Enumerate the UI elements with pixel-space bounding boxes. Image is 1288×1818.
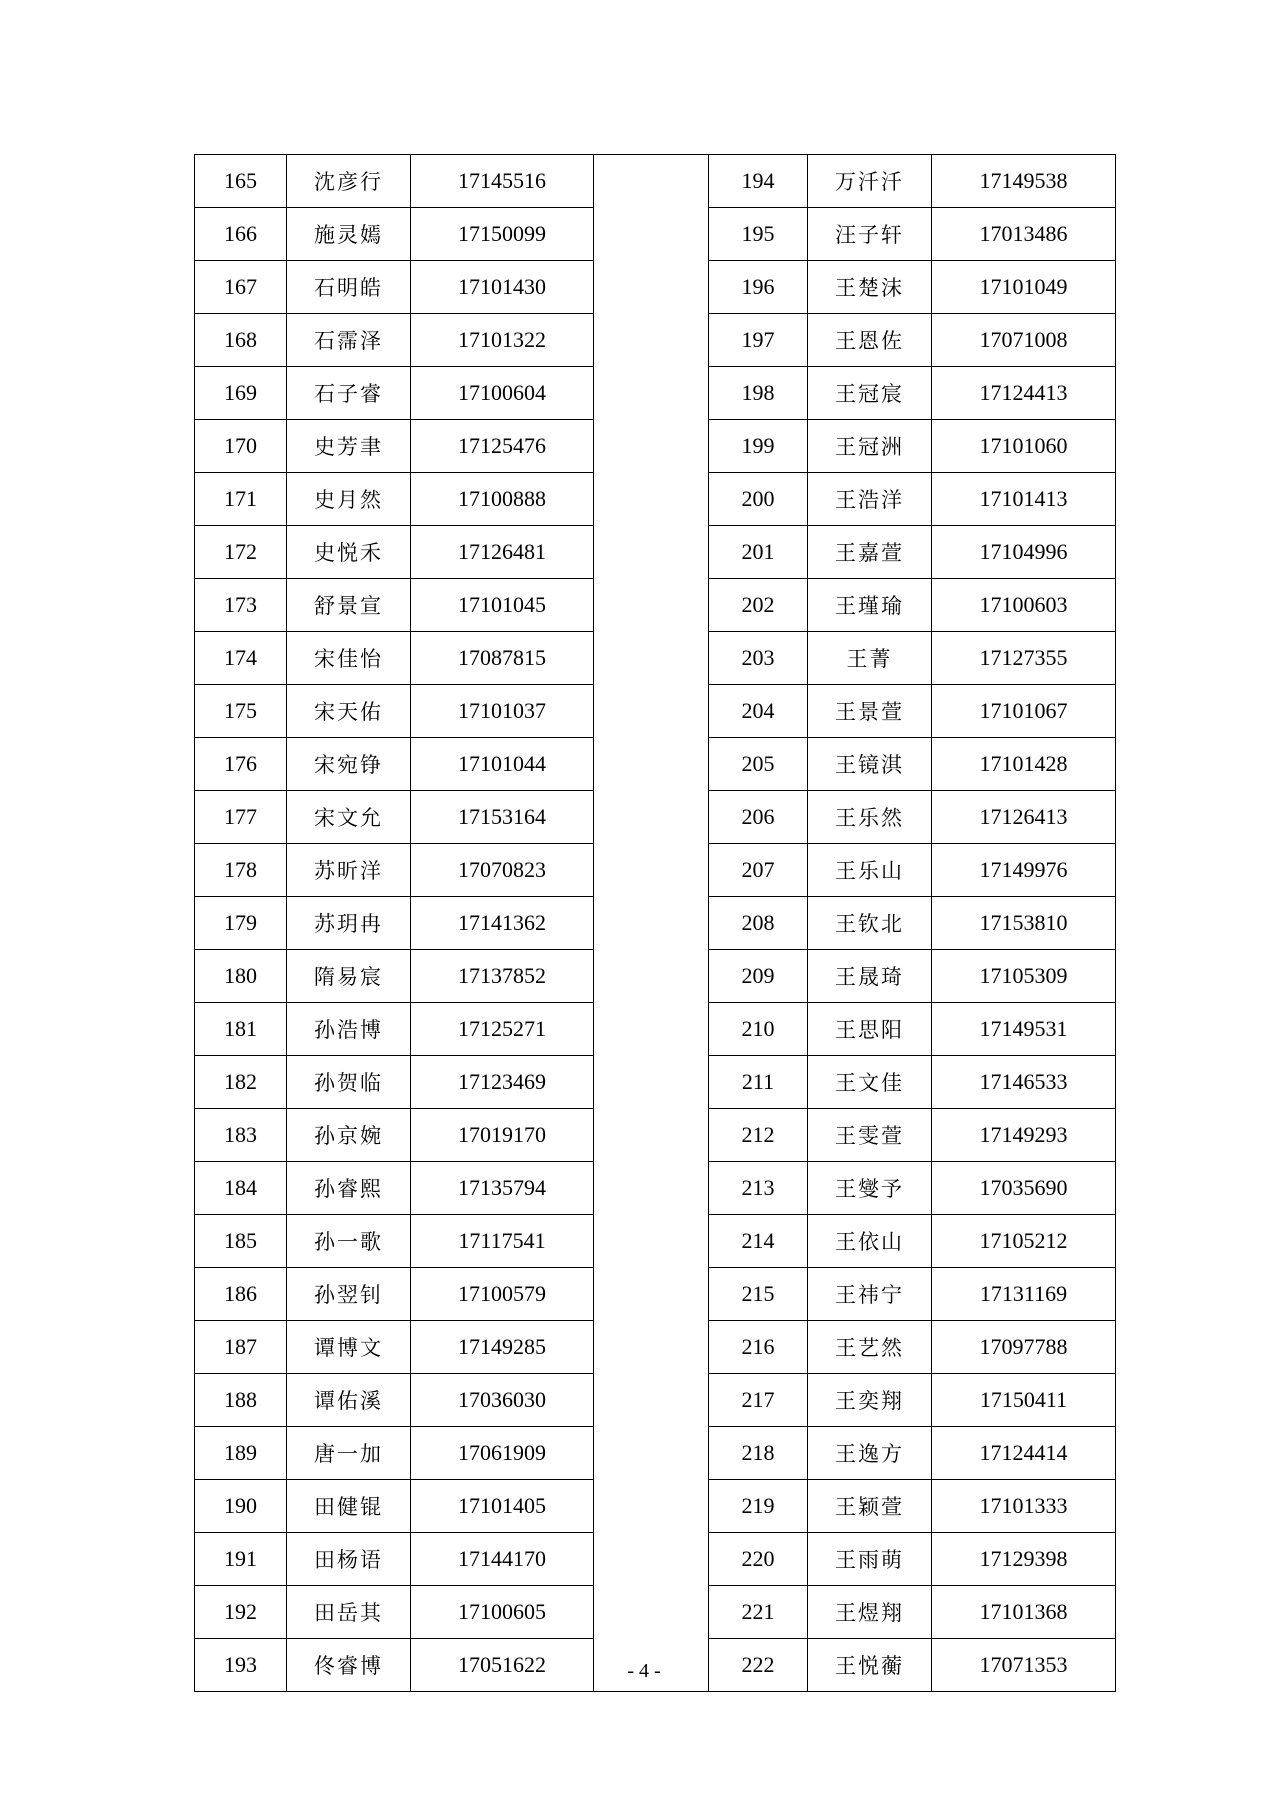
right-serial-cell: 206 bbox=[709, 791, 808, 844]
right-name-cell: 王逸方 bbox=[808, 1427, 932, 1480]
right-serial-cell: 220 bbox=[709, 1533, 808, 1586]
left-id-cell: 17019170 bbox=[411, 1109, 594, 1162]
right-id-cell: 17124414 bbox=[932, 1427, 1116, 1480]
left-id-cell: 17100604 bbox=[411, 367, 594, 420]
left-name-cell: 孙浩博 bbox=[287, 1003, 411, 1056]
left-name-cell: 孙睿熙 bbox=[287, 1162, 411, 1215]
left-serial-cell: 169 bbox=[195, 367, 287, 420]
left-id-cell: 17101405 bbox=[411, 1480, 594, 1533]
right-id-cell: 17101428 bbox=[932, 738, 1116, 791]
right-name-cell: 王思阳 bbox=[808, 1003, 932, 1056]
left-id-cell: 17101045 bbox=[411, 579, 594, 632]
right-id-cell: 17126413 bbox=[932, 791, 1116, 844]
left-id-cell: 17101037 bbox=[411, 685, 594, 738]
left-name-cell: 谭博文 bbox=[287, 1321, 411, 1374]
table-body bbox=[195, 155, 1116, 1692]
right-serial-cell: 201 bbox=[709, 526, 808, 579]
left-id-cell: 17036030 bbox=[411, 1374, 594, 1427]
left-serial-cell: 172 bbox=[195, 526, 287, 579]
right-name-cell: 王乐然 bbox=[808, 791, 932, 844]
left-serial-cell: 191 bbox=[195, 1533, 287, 1586]
right-id-cell: 17149538 bbox=[932, 155, 1116, 208]
left-name-cell: 史芳聿 bbox=[287, 420, 411, 473]
right-serial-cell: 218 bbox=[709, 1427, 808, 1480]
left-serial-cell: 167 bbox=[195, 261, 287, 314]
right-name-cell: 王雨萌 bbox=[808, 1533, 932, 1586]
student-list-table bbox=[194, 154, 1116, 1692]
right-id-cell: 17124413 bbox=[932, 367, 1116, 420]
left-serial-cell: 180 bbox=[195, 950, 287, 1003]
right-name-cell: 王镜淇 bbox=[808, 738, 932, 791]
left-serial-cell: 176 bbox=[195, 738, 287, 791]
right-name-cell: 王悦蘅 bbox=[808, 1639, 932, 1692]
left-serial-cell: 175 bbox=[195, 685, 287, 738]
left-name-cell: 田健锟 bbox=[287, 1480, 411, 1533]
right-id-cell: 17101333 bbox=[932, 1480, 1116, 1533]
right-name-cell: 万汘汘 bbox=[808, 155, 932, 208]
right-id-cell: 17149531 bbox=[932, 1003, 1116, 1056]
right-id-cell: 17101368 bbox=[932, 1586, 1116, 1639]
right-id-cell: 17071353 bbox=[932, 1639, 1116, 1692]
right-serial-cell: 215 bbox=[709, 1268, 808, 1321]
right-name-cell: 王冠洲 bbox=[808, 420, 932, 473]
left-id-cell: 17126481 bbox=[411, 526, 594, 579]
right-id-cell: 17127355 bbox=[932, 632, 1116, 685]
left-serial-cell: 187 bbox=[195, 1321, 287, 1374]
left-serial-cell: 181 bbox=[195, 1003, 287, 1056]
left-serial-cell: 189 bbox=[195, 1427, 287, 1480]
left-name-cell: 田岳其 bbox=[287, 1586, 411, 1639]
left-id-cell: 17144170 bbox=[411, 1533, 594, 1586]
right-serial-cell: 221 bbox=[709, 1586, 808, 1639]
left-serial-cell: 193 bbox=[195, 1639, 287, 1692]
right-name-cell: 王嘉萱 bbox=[808, 526, 932, 579]
left-name-cell: 苏昕洋 bbox=[287, 844, 411, 897]
left-id-cell: 17150099 bbox=[411, 208, 594, 261]
right-name-cell: 王雯萱 bbox=[808, 1109, 932, 1162]
right-name-cell: 王煜翔 bbox=[808, 1586, 932, 1639]
left-serial-cell: 183 bbox=[195, 1109, 287, 1162]
right-serial-cell: 214 bbox=[709, 1215, 808, 1268]
right-name-cell: 王钦北 bbox=[808, 897, 932, 950]
left-name-cell: 孙翌钊 bbox=[287, 1268, 411, 1321]
right-id-cell: 17100603 bbox=[932, 579, 1116, 632]
right-serial-cell: 222 bbox=[709, 1639, 808, 1692]
right-serial-cell: 194 bbox=[709, 155, 808, 208]
left-serial-cell: 178 bbox=[195, 844, 287, 897]
page-number: - 4 - bbox=[627, 1660, 661, 1682]
right-serial-cell: 216 bbox=[709, 1321, 808, 1374]
left-name-cell: 孙贺临 bbox=[287, 1056, 411, 1109]
left-serial-cell: 168 bbox=[195, 314, 287, 367]
right-serial-cell: 202 bbox=[709, 579, 808, 632]
right-name-cell: 王乐山 bbox=[808, 844, 932, 897]
left-serial-cell: 188 bbox=[195, 1374, 287, 1427]
table-row bbox=[195, 155, 1116, 208]
left-id-cell: 17125271 bbox=[411, 1003, 594, 1056]
right-id-cell: 17105212 bbox=[932, 1215, 1116, 1268]
left-name-cell: 宋佳怡 bbox=[287, 632, 411, 685]
right-serial-cell: 204 bbox=[709, 685, 808, 738]
right-id-cell: 17150411 bbox=[932, 1374, 1116, 1427]
right-id-cell: 17071008 bbox=[932, 314, 1116, 367]
left-id-cell: 17123469 bbox=[411, 1056, 594, 1109]
left-name-cell: 宋天佑 bbox=[287, 685, 411, 738]
right-serial-cell: 217 bbox=[709, 1374, 808, 1427]
right-serial-cell: 212 bbox=[709, 1109, 808, 1162]
left-name-cell: 苏玥冉 bbox=[287, 897, 411, 950]
left-name-cell: 施灵嫣 bbox=[287, 208, 411, 261]
left-id-cell: 17101044 bbox=[411, 738, 594, 791]
right-name-cell: 王奕翔 bbox=[808, 1374, 932, 1427]
right-id-cell: 17035690 bbox=[932, 1162, 1116, 1215]
left-id-cell: 17101322 bbox=[411, 314, 594, 367]
right-serial-cell: 210 bbox=[709, 1003, 808, 1056]
right-id-cell: 17105309 bbox=[932, 950, 1116, 1003]
right-serial-cell: 195 bbox=[709, 208, 808, 261]
right-id-cell: 17101049 bbox=[932, 261, 1116, 314]
right-serial-cell: 198 bbox=[709, 367, 808, 420]
left-serial-cell: 166 bbox=[195, 208, 287, 261]
right-name-cell: 汪子轩 bbox=[808, 208, 932, 261]
left-serial-cell: 186 bbox=[195, 1268, 287, 1321]
left-id-cell: 17051622 bbox=[411, 1639, 594, 1692]
right-serial-cell: 213 bbox=[709, 1162, 808, 1215]
left-serial-cell: 190 bbox=[195, 1480, 287, 1533]
right-id-cell: 17104996 bbox=[932, 526, 1116, 579]
right-name-cell: 王浩洋 bbox=[808, 473, 932, 526]
left-name-cell: 孙京婉 bbox=[287, 1109, 411, 1162]
right-name-cell: 王依山 bbox=[808, 1215, 932, 1268]
left-id-cell: 17135794 bbox=[411, 1162, 594, 1215]
left-id-cell: 17087815 bbox=[411, 632, 594, 685]
left-name-cell: 隋易宸 bbox=[287, 950, 411, 1003]
right-serial-cell: 196 bbox=[709, 261, 808, 314]
left-name-cell: 沈彦行 bbox=[287, 155, 411, 208]
right-serial-cell: 208 bbox=[709, 897, 808, 950]
left-id-cell: 17153164 bbox=[411, 791, 594, 844]
left-name-cell: 谭佑溪 bbox=[287, 1374, 411, 1427]
right-id-cell: 17146533 bbox=[932, 1056, 1116, 1109]
blank-separator-column bbox=[594, 155, 709, 1692]
right-name-cell: 王颖萱 bbox=[808, 1480, 932, 1533]
left-name-cell: 石子睿 bbox=[287, 367, 411, 420]
left-serial-cell: 174 bbox=[195, 632, 287, 685]
right-id-cell: 17153810 bbox=[932, 897, 1116, 950]
left-serial-cell: 177 bbox=[195, 791, 287, 844]
left-name-cell: 佟睿博 bbox=[287, 1639, 411, 1692]
left-id-cell: 17100888 bbox=[411, 473, 594, 526]
left-name-cell: 石明皓 bbox=[287, 261, 411, 314]
right-name-cell: 王恩佐 bbox=[808, 314, 932, 367]
left-name-cell: 宋文允 bbox=[287, 791, 411, 844]
right-id-cell: 17101060 bbox=[932, 420, 1116, 473]
left-name-cell: 宋宛铮 bbox=[287, 738, 411, 791]
right-serial-cell: 203 bbox=[709, 632, 808, 685]
right-name-cell: 王瑾瑜 bbox=[808, 579, 932, 632]
left-serial-cell: 192 bbox=[195, 1586, 287, 1639]
right-id-cell: 17129398 bbox=[932, 1533, 1116, 1586]
right-serial-cell: 205 bbox=[709, 738, 808, 791]
right-serial-cell: 209 bbox=[709, 950, 808, 1003]
right-id-cell: 17149293 bbox=[932, 1109, 1116, 1162]
left-serial-cell: 171 bbox=[195, 473, 287, 526]
left-serial-cell: 170 bbox=[195, 420, 287, 473]
left-serial-cell: 185 bbox=[195, 1215, 287, 1268]
left-name-cell: 舒景宣 bbox=[287, 579, 411, 632]
left-id-cell: 17145516 bbox=[411, 155, 594, 208]
left-serial-cell: 179 bbox=[195, 897, 287, 950]
right-name-cell: 王祎宁 bbox=[808, 1268, 932, 1321]
left-id-cell: 17100579 bbox=[411, 1268, 594, 1321]
left-id-cell: 17100605 bbox=[411, 1586, 594, 1639]
right-serial-cell: 197 bbox=[709, 314, 808, 367]
right-id-cell: 17149976 bbox=[932, 844, 1116, 897]
left-name-cell: 唐一加 bbox=[287, 1427, 411, 1480]
right-id-cell: 17013486 bbox=[932, 208, 1116, 261]
right-id-cell: 17131169 bbox=[932, 1268, 1116, 1321]
left-id-cell: 17137852 bbox=[411, 950, 594, 1003]
left-name-cell: 史悦禾 bbox=[287, 526, 411, 579]
left-id-cell: 17061909 bbox=[411, 1427, 594, 1480]
right-id-cell: 17101413 bbox=[932, 473, 1116, 526]
left-id-cell: 17070823 bbox=[411, 844, 594, 897]
right-serial-cell: 200 bbox=[709, 473, 808, 526]
right-name-cell: 王燮予 bbox=[808, 1162, 932, 1215]
right-id-cell: 17101067 bbox=[932, 685, 1116, 738]
left-name-cell: 石霈泽 bbox=[287, 314, 411, 367]
right-name-cell: 王景萱 bbox=[808, 685, 932, 738]
left-id-cell: 17117541 bbox=[411, 1215, 594, 1268]
left-id-cell: 17101430 bbox=[411, 261, 594, 314]
left-name-cell: 史月然 bbox=[287, 473, 411, 526]
right-name-cell: 王楚沫 bbox=[808, 261, 932, 314]
right-name-cell: 王晟琦 bbox=[808, 950, 932, 1003]
right-name-cell: 王艺然 bbox=[808, 1321, 932, 1374]
left-serial-cell: 182 bbox=[195, 1056, 287, 1109]
left-serial-cell: 165 bbox=[195, 155, 287, 208]
right-name-cell: 王菁 bbox=[808, 632, 932, 685]
left-serial-cell: 184 bbox=[195, 1162, 287, 1215]
right-serial-cell: 219 bbox=[709, 1480, 808, 1533]
right-name-cell: 王文佳 bbox=[808, 1056, 932, 1109]
right-name-cell: 王冠宸 bbox=[808, 367, 932, 420]
left-name-cell: 田杨语 bbox=[287, 1533, 411, 1586]
right-serial-cell: 211 bbox=[709, 1056, 808, 1109]
left-serial-cell: 173 bbox=[195, 579, 287, 632]
right-serial-cell: 199 bbox=[709, 420, 808, 473]
left-id-cell: 17149285 bbox=[411, 1321, 594, 1374]
right-serial-cell: 207 bbox=[709, 844, 808, 897]
left-id-cell: 17125476 bbox=[411, 420, 594, 473]
left-id-cell: 17141362 bbox=[411, 897, 594, 950]
right-id-cell: 17097788 bbox=[932, 1321, 1116, 1374]
left-name-cell: 孙一歌 bbox=[287, 1215, 411, 1268]
